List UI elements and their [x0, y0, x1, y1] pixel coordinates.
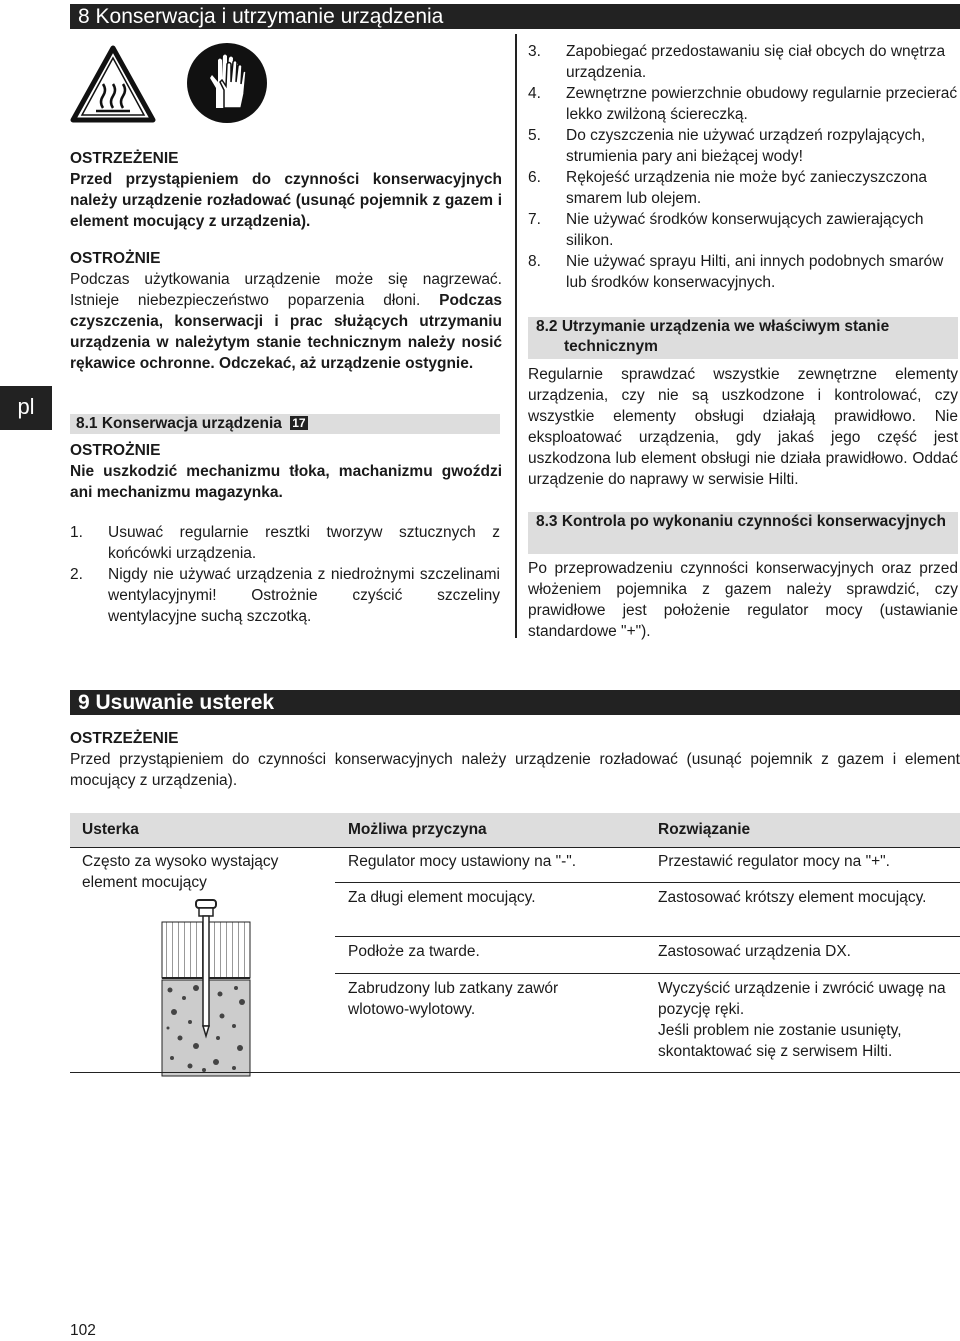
cause-cell: Za długi element mocujący.	[348, 889, 536, 906]
list-item: 3. Zapobiegać przedostawaniu się ciał obcych do wnętrza urządzenia.	[528, 43, 946, 81]
list-item: 2. Nigdy nie używać urządzenia z niedrożnymi szczelinami wentylacyjnymi! Ostrożnie czyścić szczeliny wentylacyjne suchą szczotką.	[70, 566, 500, 625]
cause-cell: Podłoże za twarde.	[348, 943, 480, 960]
language-tab: pl	[0, 386, 52, 430]
subsection-8-2-title: 8.2 Utrzymanie urządzenia we właściwym stanie technicznym	[528, 317, 958, 359]
maintenance-steps-right	[528, 41, 958, 293]
fault-cell: Często za wysoko wystający element mocujący	[82, 853, 279, 891]
protective-gloves-icon	[186, 42, 268, 124]
subsection-8-2-text: Regularnie sprawdzać wszystkie zewnętrzne elementy urządzenia, czy nie są uszkodzone i kontrolować, czy wszystkie elementy obsługi działają prawidłowo. Nie eksploatować urządzenia, gdy jakaś jego część jest uszkodzona lub element obsługi nie działa prawidłowo. Oddać urządzenie do naprawy w serwisie Hilti.	[528, 366, 958, 488]
solution-cell: Zastosować urządzenia DX.	[658, 943, 851, 960]
solution-cell: Wyczyścić urządzenie i zwrócić uwagę na pozycję ręki. Jeśli problem nie zostanie usunięty, skontaktować się z serwisem Hilti.	[658, 980, 946, 1060]
page-number: 102	[70, 1322, 96, 1339]
caution-text-bold: Podczas czyszczenia, konserwacji i prac służących utrzymaniu urządzenia w należytym stanie technicznym należy nosić rękawice ochronne. Odczekać, aż urządzenie ostygnie.	[70, 292, 502, 372]
list-item: 5. Do czyszczenia nie używać urządzeń rozpylających, strumienia pary ani bieżącej wody!	[528, 127, 926, 165]
warning-text: Przed przystąpieniem do czynności konserwacyjnych należy urządzenie rozładować (usunąć pojemnik z gazem i element mocujący z urządzenia).	[70, 171, 502, 230]
caution-text	[70, 269, 502, 374]
section-9-warning-heading: OSTRZEŻENIE	[70, 730, 179, 747]
solution-cell: Zastosować krótszy element mocujący.	[658, 889, 927, 906]
section-8-title: 8 Konserwacja i utrzymanie urządzenia	[70, 4, 960, 29]
caution-text-2: Nie uszkodzić mechanizmu tłoka, machanizmu gwoździ ani mechanizmu magazynka.	[70, 463, 502, 501]
section-9-warning-text: Przed przystąpieniem do czynności konserwacyjnych należy urządzenie rozładować (usunąć pojemnik z gazem i element mocujący z urządzenia).	[70, 751, 960, 789]
table-header-solution: Rozwiązanie	[658, 821, 751, 838]
caution-heading-2: OSTROŻNIE	[70, 442, 161, 459]
column-divider	[515, 34, 517, 638]
row-divider	[335, 973, 960, 974]
list-item: 6. Rękojeść urządzenia nie może być zanieczyszczona smarem lub olejem.	[528, 169, 927, 207]
subsection-8-3-text: Po przeprowadzeniu czynności konserwacyjnych oraz przed włożeniem pojemnika z gazem należy sprawdzić, czy prawidłowe jest położenie regulator mocy (ustawianie standardowe "+").	[528, 560, 958, 640]
list-item: 8. Nie używać sprayu Hilti, ani innych podobnych smarów lub środków konserwacyjnych.	[528, 253, 944, 291]
hot-surface-warning-icon	[70, 44, 156, 124]
section-9-title: 9 Usuwanie usterek	[70, 690, 960, 715]
subsection-8-3-title: 8.3 Kontrola po wykonaniu czynności konserwacyjnych	[528, 512, 958, 554]
maintenance-steps-left	[70, 522, 500, 627]
cause-cell: Regulator mocy ustawiony na "-".	[348, 853, 577, 870]
row-divider	[335, 936, 960, 937]
warning-heading: OSTRZEŻENIE	[70, 150, 179, 167]
table-rule	[70, 847, 960, 848]
table-bottom-rule	[70, 1072, 960, 1073]
solution-cell: Przestawić regulator mocy na "+".	[658, 853, 890, 870]
list-item: 1. Usuwać regularnie resztki tworzyw sztucznych z końcówki urządzenia.	[70, 524, 500, 562]
subsection-8-1-title: 8.1 Konserwacja urządzenia 17	[70, 414, 500, 434]
row-divider	[335, 882, 960, 883]
caution-heading: OSTROŻNIE	[70, 250, 161, 267]
table-header-cause: Możliwa przyczyna	[348, 821, 487, 838]
list-item: 4. Zewnętrzne powierzchnie obudowy regularnie przecierać lekko zwilżoną ściereczką.	[528, 85, 958, 123]
list-item: 7. Nie używać środków konserwujących zawierających silikon.	[528, 211, 924, 249]
table-header-fault: Usterka	[82, 821, 139, 838]
figure-ref-badge: 17	[292, 416, 306, 430]
cause-cell: Zabrudzony lub zatkany zawór wlotowo-wylotowy.	[348, 980, 559, 1018]
table-header-row	[70, 813, 960, 847]
caution-text-normal: Podczas użytkowania urządzenie może się nagrzewać. Istnieje niebezpieczeństwo poparzenia dłoni.	[70, 271, 502, 309]
nail-in-substrate-illustration	[160, 898, 252, 1078]
